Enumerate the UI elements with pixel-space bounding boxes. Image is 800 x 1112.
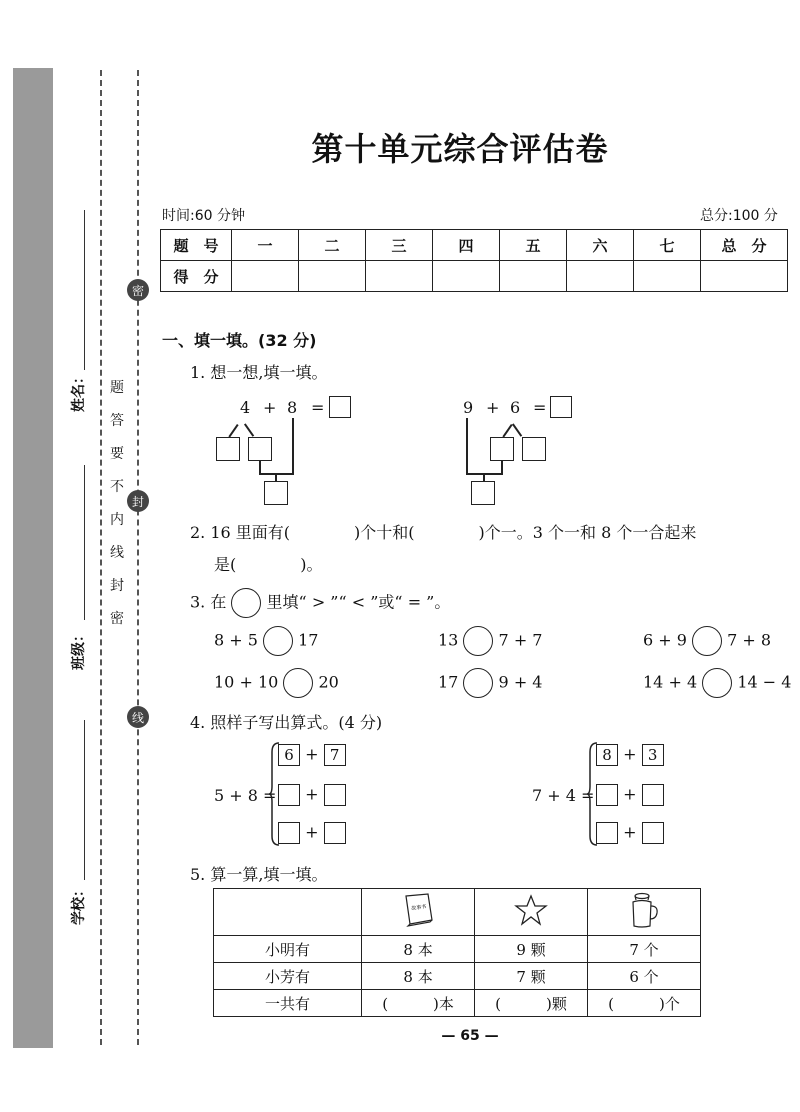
seal-feng: 封 [127, 490, 149, 512]
q2-line1: 2. 16 里面有( )个十和( )个一。3 个一和 8 个一合起来 [190, 523, 697, 542]
seal-mi: 密 [127, 279, 149, 301]
name-label: 姓名： [71, 370, 87, 412]
compare-circle[interactable] [692, 626, 722, 656]
compare-item: 6 + 9 7 + 8 [643, 626, 771, 656]
answer-box[interactable] [248, 437, 272, 461]
answer-box[interactable] [216, 437, 240, 461]
seal-xian: 线 [127, 706, 149, 728]
class-line [84, 465, 85, 620]
q5-text: 5. 算一算,填一填。 [190, 865, 328, 884]
table-header-row [214, 889, 701, 936]
compare-circle[interactable] [702, 668, 732, 698]
page-title: 第十单元综合评估卷 [311, 130, 609, 168]
answer-box[interactable] [550, 396, 572, 418]
answer-box[interactable] [642, 822, 664, 844]
q3-instruction: 3. 在 里填“ > ”“ < ”或“ = ”。 [190, 588, 450, 618]
count-table [213, 888, 701, 1017]
cut-line-inner [137, 70, 139, 1045]
cut-line-outer [100, 70, 102, 1045]
score-cell[interactable] [634, 261, 701, 292]
school-line [84, 720, 85, 880]
answer-box[interactable] [471, 481, 495, 505]
compare-circle[interactable] [263, 626, 293, 656]
compare-circle[interactable] [463, 626, 493, 656]
score-cell[interactable] [701, 261, 788, 292]
compare-item: 8 + 5 17 [214, 626, 318, 656]
table-row: 小芳有 8 本 7 颗 6 个 [214, 963, 701, 990]
page-number: — 65 — [441, 1028, 499, 1044]
answer-box[interactable] [324, 784, 346, 806]
answer-box[interactable] [278, 784, 300, 806]
answer-cell[interactable]: ( )本 [362, 990, 475, 1017]
score-cell[interactable] [567, 261, 634, 292]
answer-box[interactable] [329, 396, 351, 418]
score-cell[interactable] [232, 261, 299, 292]
score-value-row: 得 分 [161, 261, 788, 292]
star-icon [475, 889, 588, 936]
answer-box[interactable] [324, 822, 346, 844]
cup-icon [588, 889, 701, 936]
score-table [160, 229, 788, 292]
school-label: 学校： [71, 883, 87, 925]
compare-circle[interactable] [283, 668, 313, 698]
compare-item: 14 + 4 14 − 4 [643, 668, 791, 698]
score-cell[interactable] [433, 261, 500, 292]
binding-margin [13, 68, 53, 1048]
score-cell[interactable] [366, 261, 433, 292]
time-limit: 时间:60 分钟 [162, 208, 245, 224]
compare-item: 13 7 + 7 [438, 626, 542, 656]
answer-box[interactable] [278, 822, 300, 844]
section-heading: 一、填一填。(32 分) [162, 331, 317, 350]
answer-box[interactable] [490, 437, 514, 461]
book-icon [362, 889, 475, 936]
class-label: 班级： [71, 628, 87, 670]
compare-item: 17 9 + 4 [438, 668, 542, 698]
total-score: 总分:100 分 [700, 208, 778, 224]
answer-box[interactable] [596, 784, 618, 806]
score-cell[interactable] [500, 261, 567, 292]
answer-box[interactable] [522, 437, 546, 461]
score-header-row: 题 号 一 二 三 四 五 六 七 总 分 [161, 230, 788, 261]
answer-cell[interactable]: ( )颗 [475, 990, 588, 1017]
compare-circle[interactable] [463, 668, 493, 698]
score-cell[interactable] [299, 261, 366, 292]
name-line [84, 210, 85, 370]
svg-text:故事书: 故事书 [411, 903, 427, 913]
answer-box[interactable] [264, 481, 288, 505]
compare-item: 10 + 10 20 [214, 668, 339, 698]
answer-box[interactable] [596, 822, 618, 844]
answer-box[interactable] [642, 784, 664, 806]
q1-text: 1. 想一想,填一填。 [190, 363, 328, 382]
table-row: 一共有 ( )本 ( )颗 ( )个 [214, 990, 701, 1017]
answer-cell[interactable]: ( )个 [588, 990, 701, 1017]
circle-symbol [231, 588, 261, 618]
q2-line2: 是( )。 [214, 555, 323, 574]
q4-text: 4. 照样子写出算式。(4 分) [190, 713, 383, 732]
table-row: 小明有 8 本 9 颗 7 个 [214, 936, 701, 963]
